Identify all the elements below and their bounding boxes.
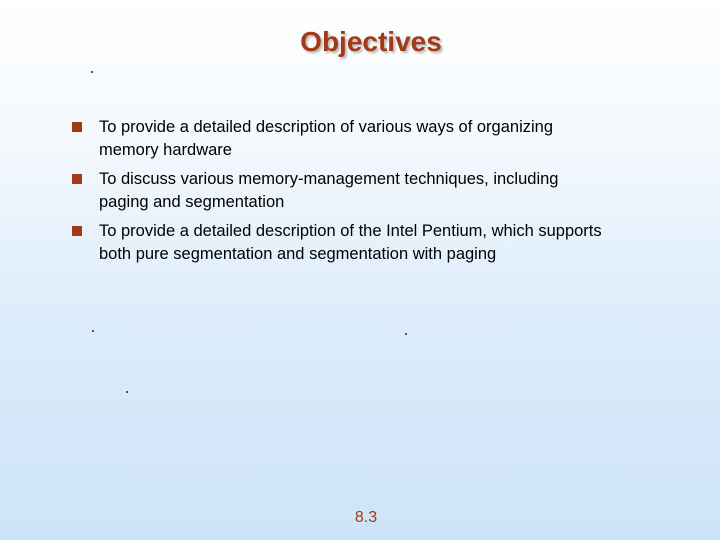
square-bullet-icon	[72, 174, 82, 184]
list-item	[72, 116, 612, 161]
objectives-list	[72, 116, 612, 272]
page-number: 8.3	[354, 509, 378, 526]
list-item	[72, 168, 612, 213]
stray-mark	[92, 330, 94, 332]
square-bullet-icon	[72, 122, 82, 132]
stray-mark	[91, 71, 93, 73]
bullet-text: To provide a detailed description of various ways of organizing memory hardware	[99, 118, 554, 159]
bullet-text: To discuss various memory-management techniques, including paging and segmentation	[99, 170, 559, 211]
list-item	[72, 220, 612, 265]
stray-mark	[126, 391, 128, 393]
bullet-text: To provide a detailed description of the Intel Pentium, which supports both pure segmentation and segmentation with paging	[99, 222, 602, 263]
square-bullet-icon	[72, 226, 82, 236]
slide-title: Objectives	[300, 26, 442, 57]
stray-mark	[405, 333, 407, 335]
